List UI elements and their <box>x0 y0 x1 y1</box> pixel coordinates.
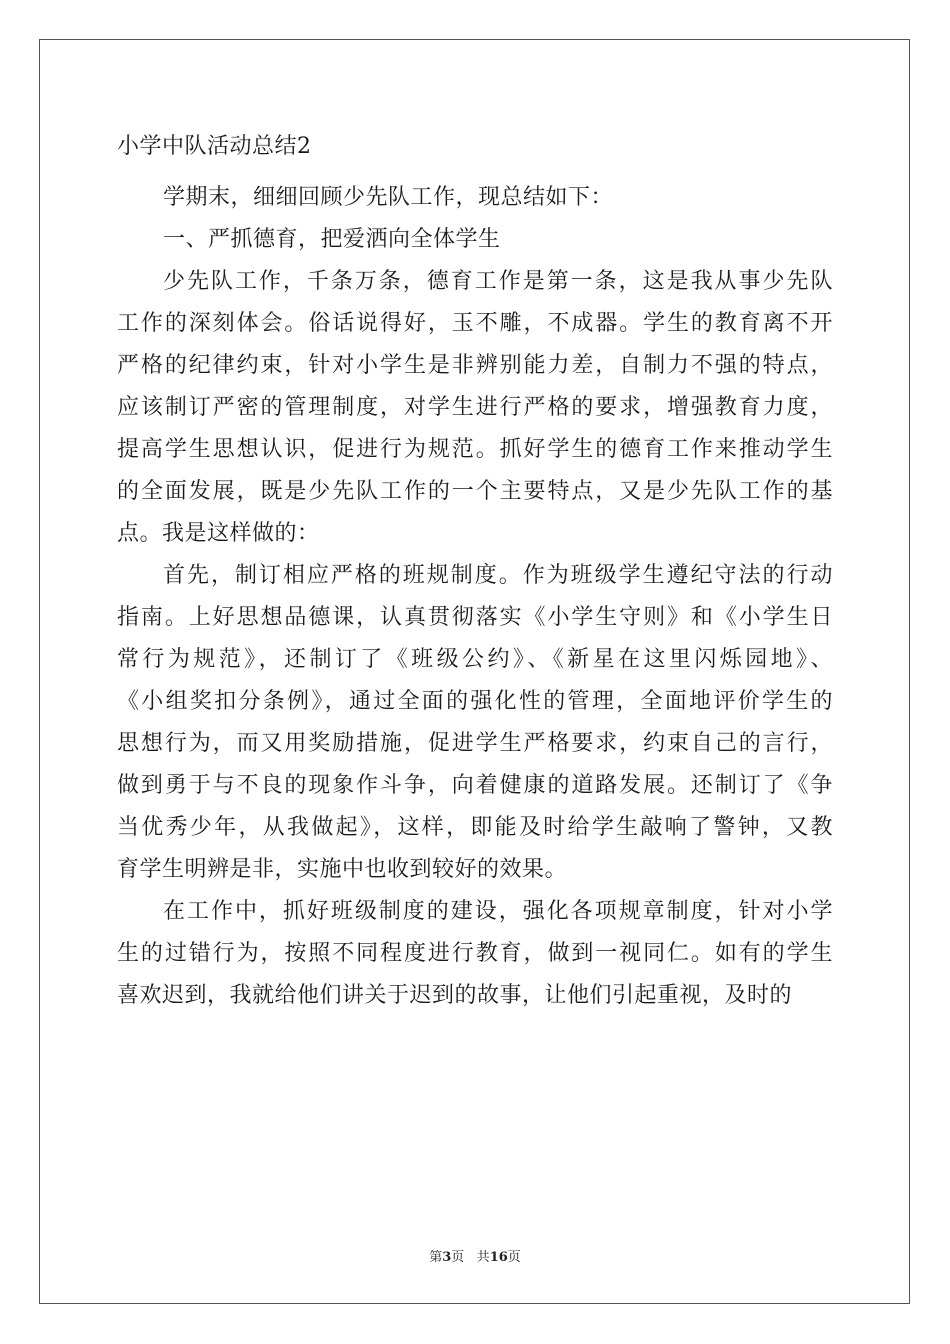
text-line: 在工作中，抓好班级制度的建设，强化各项规章制度，针对小学 <box>163 899 833 924</box>
total-prefix: 共 <box>476 1250 490 1265</box>
document-body <box>117 126 833 1017</box>
text-line: 学期末，细细回顾少先队工作，现总结如下： <box>163 185 614 210</box>
page-total: 16 <box>489 1250 508 1265</box>
page-current: 3 <box>442 1250 452 1265</box>
paragraph <box>117 891 833 1017</box>
paragraph <box>117 261 833 555</box>
paragraph <box>117 219 833 261</box>
text-line: 育学生明辨是非，实施中也收到较好的效果。 <box>117 857 568 882</box>
text-line: 做到勇于与不良的现象作斗争，向着健康的道路发展。还制订了《争 <box>117 773 833 798</box>
paragraph <box>117 177 833 219</box>
text-line: 首先，制订相应严格的班规制度。作为班级学生遵纪守法的行动 <box>163 563 833 588</box>
text-line: 提高学生思想认识，促进行为规范。抓好学生的德育工作来推动学生 <box>117 437 833 462</box>
page-footer <box>0 1246 950 1265</box>
total-suffix: 页 <box>507 1250 521 1265</box>
page-prefix: 第 <box>429 1250 443 1265</box>
page-suffix: 页 <box>451 1250 465 1265</box>
text-line: 常行为规范》，还制订了《班级公约》、《新星在这里闪烁园地》、 <box>117 647 833 672</box>
text-line: 生的过错行为，按照不同程度进行教育，做到一视同仁。如有的学生 <box>117 941 833 966</box>
text-line: 应该制订严密的管理制度，对学生进行严格的要求，增强教育力度， <box>117 395 833 420</box>
text-line: 思想行为，而又用奖励措施，促进学生严格要求，约束自己的言行， <box>117 731 833 756</box>
text-line: 当优秀少年，从我做起》，这样，即能及时给学生敲响了警钟，又教 <box>117 815 833 840</box>
text-line: 《小组奖扣分条例》，通过全面的强化性的管理，全面地评价学生的 <box>117 689 833 714</box>
text-line: 点。我是这样做的： <box>117 521 320 546</box>
text-line: 严格的纪律约束，针对小学生是非辨别能力差，自制力不强的特点， <box>117 353 833 378</box>
text-line: 的全面发展，既是少先队工作的一个主要特点，又是少先队工作的基 <box>117 479 833 504</box>
paragraph-list <box>117 177 833 1017</box>
text-line: 工作的深刻体会。俗话说得好，玉不雕，不成器。学生的教育离不开 <box>117 311 833 336</box>
text-line: 一、严抓德育，把爱洒向全体学生 <box>163 227 501 252</box>
text-line: 指南。上好思想品德课，认真贯彻落实《小学生守则》和《小学生日 <box>117 605 833 630</box>
text-line: 少先队工作，千条万条，德育工作是第一条，这是我从事少先队 <box>163 269 833 294</box>
text-line: 喜欢迟到，我就给他们讲关于迟到的故事，让他们引起重视，及时的 <box>117 983 793 1008</box>
paragraph <box>117 555 833 891</box>
document-title: 小学中队活动总结2 <box>117 134 312 159</box>
